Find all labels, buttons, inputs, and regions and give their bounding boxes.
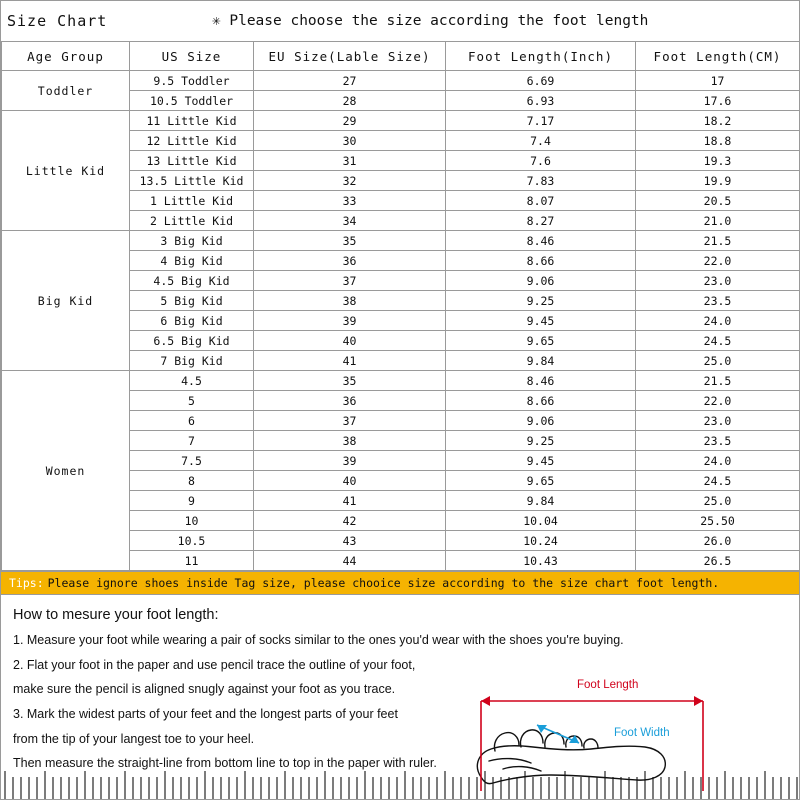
cell-length-cm: 23.5 — [636, 291, 800, 311]
cell-us-size: 13 Little Kid — [130, 151, 254, 171]
tips-text: Please ignore shoes inside Tag size, please chooice size according to the size chart foot length. — [47, 576, 720, 590]
ruler-strip — [1, 769, 799, 799]
cell-length-cm: 20.5 — [636, 191, 800, 211]
cell-length-cm: 25.0 — [636, 351, 800, 371]
tips-label: Tips: — [9, 576, 44, 590]
table-header-row — [2, 42, 800, 71]
cell-us-size: 6 — [130, 411, 254, 431]
cell-length-cm: 21.0 — [636, 211, 800, 231]
cell-us-size: 11 Little Kid — [130, 111, 254, 131]
instruction-line-1: 1. Measure your foot while wearing a pair of socks similar to the ones you'd wear with the shoes you're buying. — [13, 633, 624, 647]
cell-us-size: 7 — [130, 431, 254, 451]
group-label-toddler: Toddler — [2, 71, 130, 111]
instruction-line-6: Then measure the straight-line from bottom line to top in the paper with ruler. — [13, 756, 437, 771]
cell-eu-size: 36 — [254, 391, 446, 411]
group-label-big-kid: Big Kid — [2, 231, 130, 371]
foot-width-label: Foot Width — [614, 727, 670, 739]
cell-us-size: 7 Big Kid — [130, 351, 254, 371]
cell-eu-size: 32 — [254, 171, 446, 191]
cell-length-inch: 10.04 — [446, 511, 636, 531]
cell-us-size: 6.5 Big Kid — [130, 331, 254, 351]
cell-length-cm: 17.6 — [636, 91, 800, 111]
cell-eu-size: 40 — [254, 471, 446, 491]
cell-eu-size: 34 — [254, 211, 446, 231]
cell-length-cm: 19.9 — [636, 171, 800, 191]
cell-length-cm: 24.5 — [636, 471, 800, 491]
table-row — [2, 111, 800, 131]
column-header-eu-size: EU Size(Lable Size) — [254, 42, 446, 71]
cell-eu-size: 40 — [254, 331, 446, 351]
cell-length-cm: 24.0 — [636, 311, 800, 331]
cell-length-inch: 8.66 — [446, 251, 636, 271]
cell-length-cm: 25.50 — [636, 511, 800, 531]
page-title: Size Chart — [7, 12, 108, 30]
cell-eu-size: 27 — [254, 71, 446, 91]
cell-length-inch: 8.27 — [446, 211, 636, 231]
cell-length-inch: 9.06 — [446, 411, 636, 431]
cell-length-inch: 9.25 — [446, 291, 636, 311]
cell-eu-size: 41 — [254, 491, 446, 511]
cell-us-size: 10.5 Toddler — [130, 91, 254, 111]
cell-length-inch: 9.65 — [446, 331, 636, 351]
cell-length-cm: 22.0 — [636, 391, 800, 411]
cell-length-inch: 6.93 — [446, 91, 636, 111]
cell-length-cm: 23.5 — [636, 431, 800, 451]
cell-length-cm: 17 — [636, 71, 800, 91]
cell-length-cm: 18.2 — [636, 111, 800, 131]
cell-eu-size: 37 — [254, 271, 446, 291]
cell-us-size: 3 Big Kid — [130, 231, 254, 251]
cell-eu-size: 35 — [254, 371, 446, 391]
cell-length-inch: 8.46 — [446, 371, 636, 391]
cell-us-size: 5 — [130, 391, 254, 411]
instruction-line-3: make sure the pencil is aligned snugly against your foot as you trace. — [13, 682, 396, 697]
cell-length-inch: 9.25 — [446, 431, 636, 451]
cell-length-inch: 6.69 — [446, 71, 636, 91]
cell-us-size: 9 — [130, 491, 254, 511]
table-row — [2, 231, 800, 251]
cell-length-cm: 24.5 — [636, 331, 800, 351]
cell-eu-size: 38 — [254, 431, 446, 451]
cell-length-inch: 7.6 — [446, 151, 636, 171]
cell-length-inch: 9.84 — [446, 351, 636, 371]
cell-us-size: 13.5 Little Kid — [130, 171, 254, 191]
cell-length-inch: 9.45 — [446, 311, 636, 331]
cell-length-cm: 21.5 — [636, 231, 800, 251]
cell-length-cm: 18.8 — [636, 131, 800, 151]
instructions-heading: How to mesure your foot length: — [13, 607, 219, 623]
cell-length-cm: 26.0 — [636, 531, 800, 551]
cell-eu-size: 44 — [254, 551, 446, 571]
instruction-line-2: 2. Flat your foot in the paper and use pencil trace the outline of your foot, — [13, 657, 416, 672]
cell-length-cm: 24.0 — [636, 451, 800, 471]
column-header-age-group: Age Group — [2, 42, 130, 71]
cell-us-size: 6 Big Kid — [130, 311, 254, 331]
cell-us-size: 5 Big Kid — [130, 291, 254, 311]
cell-us-size: 10.5 — [130, 531, 254, 551]
cell-us-size: 10 — [130, 511, 254, 531]
instruction-line-4: 3. Mark the widest parts of your feet and the longest parts of your feet — [13, 706, 398, 721]
cell-us-size: 9.5 Toddler — [130, 71, 254, 91]
cell-eu-size: 43 — [254, 531, 446, 551]
column-header-foot-length-inch: Foot Length(Inch) — [446, 42, 636, 71]
size-table — [1, 41, 800, 571]
cell-us-size: 12 Little Kid — [130, 131, 254, 151]
cell-length-cm: 26.5 — [636, 551, 800, 571]
table-row — [2, 371, 800, 391]
cell-us-size: 2 Little Kid — [130, 211, 254, 231]
choose-size-note: ✳ Please choose the size according the foot length — [211, 13, 649, 29]
column-header-foot-length-cm: Foot Length(CM) — [636, 42, 800, 71]
group-label-women: Women — [2, 371, 130, 571]
cell-us-size: 4.5 Big Kid — [130, 271, 254, 291]
cell-eu-size: 39 — [254, 311, 446, 331]
cell-length-cm: 23.0 — [636, 411, 800, 431]
cell-length-cm: 23.0 — [636, 271, 800, 291]
cell-length-inch: 7.17 — [446, 111, 636, 131]
cell-length-inch: 9.06 — [446, 271, 636, 291]
cell-us-size: 7.5 — [130, 451, 254, 471]
cell-eu-size: 38 — [254, 291, 446, 311]
cell-length-inch: 8.66 — [446, 391, 636, 411]
cell-eu-size: 42 — [254, 511, 446, 531]
cell-length-cm: 25.0 — [636, 491, 800, 511]
cell-length-inch: 8.07 — [446, 191, 636, 211]
cell-eu-size: 31 — [254, 151, 446, 171]
cell-us-size: 1 Little Kid — [130, 191, 254, 211]
cell-us-size: 8 — [130, 471, 254, 491]
cell-length-inch: 10.43 — [446, 551, 636, 571]
foot-length-label: Foot Length — [577, 679, 639, 691]
cell-us-size: 4 Big Kid — [130, 251, 254, 271]
cell-length-inch: 9.45 — [446, 451, 636, 471]
cell-eu-size: 30 — [254, 131, 446, 151]
cell-length-inch: 7.4 — [446, 131, 636, 151]
cell-length-inch: 8.46 — [446, 231, 636, 251]
cell-us-size: 11 — [130, 551, 254, 571]
group-label-little-kid: Little Kid — [2, 111, 130, 231]
cell-eu-size: 28 — [254, 91, 446, 111]
cell-length-inch: 9.65 — [446, 471, 636, 491]
cell-length-cm: 19.3 — [636, 151, 800, 171]
cell-length-inch: 7.83 — [446, 171, 636, 191]
cell-length-inch: 9.84 — [446, 491, 636, 511]
table-row — [2, 71, 800, 91]
tips-banner — [1, 571, 799, 595]
cell-eu-size: 37 — [254, 411, 446, 431]
cell-eu-size: 41 — [254, 351, 446, 371]
cell-eu-size: 39 — [254, 451, 446, 471]
cell-eu-size: 33 — [254, 191, 446, 211]
instruction-line-5: from the tip of your langest toe to your heel. — [13, 731, 255, 746]
instructions-section — [1, 595, 799, 791]
cell-eu-size: 36 — [254, 251, 446, 271]
cell-length-cm: 21.5 — [636, 371, 800, 391]
cell-eu-size: 29 — [254, 111, 446, 131]
cell-length-cm: 22.0 — [636, 251, 800, 271]
column-header-us-size: US Size — [130, 42, 254, 71]
cell-eu-size: 35 — [254, 231, 446, 251]
cell-us-size: 4.5 — [130, 371, 254, 391]
ruler-icon — [1, 769, 799, 799]
page-header — [1, 1, 799, 41]
cell-length-inch: 10.24 — [446, 531, 636, 551]
